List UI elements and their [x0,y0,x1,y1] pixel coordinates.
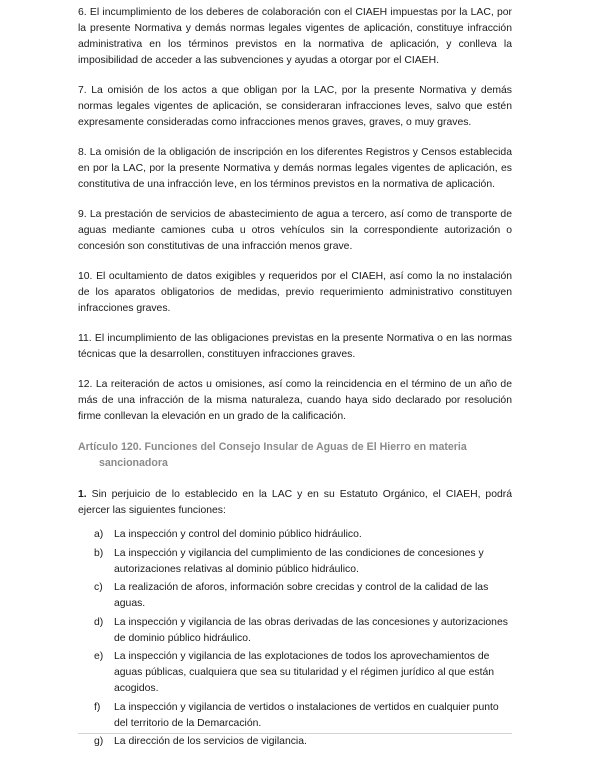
functions-list [78,527,512,750]
paragraph-12 [78,377,512,425]
list-marker: b) [94,547,104,559]
paragraph-text: La prestación de servicios de abastecimiento de agua a tercero, así como de transporte de aguas mediante camiones cuba u otros vehículos sin la correspondiente autorización o concesión son constitutivas de una infracción menos grave. [78,209,512,252]
list-item-text: La inspección y vigilancia del cumplimiento de las condiciones de concesiones y autorizaciones relativas al dominio público hidráulico. [114,547,484,575]
list-marker: e) [94,651,104,662]
paragraph-8 [78,145,512,193]
paragraph-number: 7. [78,85,87,96]
paragraph-6 [78,5,512,69]
list-item [78,527,512,543]
list-marker: a) [94,529,104,540]
paragraph-number: 6. [78,7,87,18]
paragraph-number: 8. [78,147,87,158]
list-item [78,546,512,578]
paragraph-7 [78,83,512,131]
article-heading-line2: sancionadora [99,457,168,469]
intro-number: 1. [78,489,87,500]
list-marker: d) [94,616,104,628]
list-marker: c) [94,582,103,593]
list-marker: f) [94,701,101,713]
list-item [78,615,512,647]
list-marker: g) [94,736,104,747]
article-heading-line1: Artículo 120. Funciones del Consejo Insular de Aguas de El Hierro en materia [78,441,467,453]
article-intro [78,487,512,519]
paragraph-9 [78,207,512,255]
list-item-text: La inspección y vigilancia de las obras derivadas de las concesiones y autorizaciones de dominio público hidráulico. [114,616,508,644]
paragraph-text: La omisión de la obligación de inscripción en los diferentes Registros y Censos establecida en por la LAC, por la presente Normativa y demás normas legales vigentes de aplicación, es constitutiva de una infracción leve, en los términos previstos en la normativa de aplicación. [78,147,512,190]
paragraph-11 [78,331,512,363]
list-item-text: La inspección y vigilancia de vertidos o instalaciones de vertidos en cualquier punto del territorio de la Demarcación. [114,701,499,729]
paragraph-number: 12. [78,379,93,390]
paragraph-number: 10. [78,271,93,282]
paragraph-number: 9. [78,209,87,220]
list-item [78,580,512,612]
footer-divider [78,733,512,734]
list-item-text: La realización de aforos, información sobre crecidas y control de la calidad de las aguas. [114,582,489,609]
list-item-text: La dirección de los servicios de vigilancia. [114,736,307,747]
paragraph-text: El incumplimiento de las obligaciones previstas en la presente Normativa o en las normas técnicas que la desarrollen, constituyen infracciones graves. [78,333,513,360]
article-heading [78,439,512,471]
paragraph-text: La reiteración de actos u omisiones, así como la reincidencia en el término de un año de más de una infracción de la misma naturaleza, cuando haya sido declarado por resolución firme conllevan la elevación en un grado de la calificación. [78,379,512,422]
list-item [78,700,512,732]
paragraph-10 [78,269,512,317]
paragraph-number: 11. [78,333,92,344]
paragraph-text: El incumplimiento de los deberes de colaboración con el CIAEH impuestas por la LAC, por la presente Normativa y demás normas legales vigentes de aplicación, constituye infracción administrativa en los términos previstos en la normativa de aplicación, y conlleva la imposibilidad de acceder a las subvenciones y ayudas a otorgar por el CIAEH. [78,7,512,66]
list-item-text: La inspección y vigilancia de las explotaciones de todos los aprovechamientos de aguas públicas, cualquiera que sea su titularidad y el régimen jurídico al que están acogidos. [114,651,495,694]
paragraph-text: El ocultamiento de datos exigibles y requeridos por el CIAEH, así como la no instalación de los aparatos obligatorios de medidas, previo requerimiento administrativo constituyen infracciones graves. [78,271,513,314]
document-body [78,5,512,753]
list-item [78,649,512,697]
list-item-text: La inspección y control del dominio público hidráulico. [114,529,362,540]
intro-text: Sin perjuicio de lo establecido en la LAC y en su Estatuto Orgánico, el CIAEH, podrá ejercer las siguientes funciones: [78,489,512,516]
paragraph-text: La omisión de los actos a que obligan por la LAC, por la presente Normativa y demás normas legales vigentes de aplicación, se consideraran infracciones leves, salvo que estén expresamente consideradas como infracciones menos graves, graves, o muy graves. [78,85,513,128]
list-item [78,734,512,750]
